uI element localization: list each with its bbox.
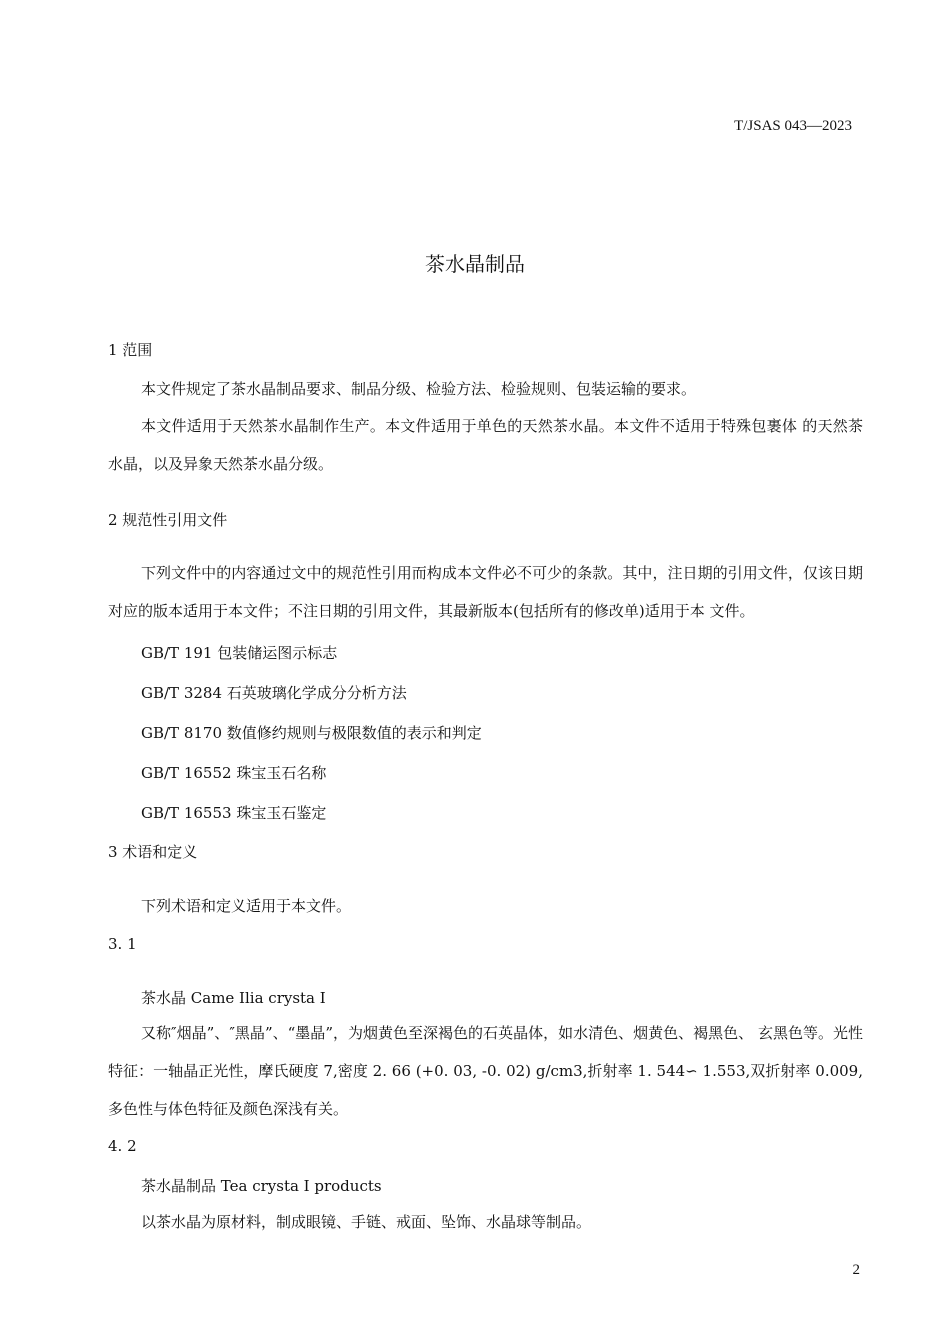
section-3-intro: 下列术语和定义适用于本文件。	[141, 897, 352, 915]
term-1-definition: 又称″烟晶”、″黑晶”、“墨晶”，为烟黄色至深褐色的石英晶体，如水清色、烟黄色、褐黑色、 玄黑色等。光性特征：一轴晶正光性，摩氏硬度 7,密度 2. 66 (+0. 03, -0. 02) g/cm3,折射率 1. 544∽ 1.553,双折射率 0.009,多色性与体色特征及颜色深浅有关。	[108, 1024, 863, 1118]
section-1-heading: 1 范围	[108, 341, 153, 359]
term-2-number: 4. 2	[108, 1137, 137, 1155]
reference-item: GB/T 8170 数值修约规则与极限数值的表示和判定	[141, 724, 482, 742]
section-1-paragraph-2: 本文件适用于天然茶水晶制作生产。本文件适用于单色的天然茶水晶。本文件不适用于特殊包裹体 的天然茶水晶，以及异象天然茶水晶分级。	[108, 417, 863, 473]
document-code: T/JSAS 043—2023	[734, 118, 852, 134]
section-3-heading: 3 术语和定义	[108, 843, 198, 861]
section-2-paragraph-1: 下列文件中的内容通过文中的规范性引用而构成本文件必不可少的条款。其中，注日期的引用文件，仅该日期对应的版本适用于本文件；不注日期的引用文件，其最新版本(包括所有的修改单)适用于本 文件。	[108, 564, 863, 620]
term-2-title: 茶水晶制品 Tea crysta I products	[141, 1177, 382, 1195]
page-number: 2	[852, 1262, 860, 1278]
term-2-definition: 以茶水晶为原材料，制成眼镜、手链、戒面、坠饰、水晶球等制品。	[141, 1213, 592, 1231]
document-title: 茶水晶制品	[425, 252, 525, 276]
reference-item: GB/T 16553 珠宝玉石鉴定	[141, 804, 327, 822]
term-1-number: 3. 1	[108, 935, 137, 953]
section-2-heading: 2 规范性引用文件	[108, 511, 228, 529]
reference-item: GB/T 3284 石英玻璃化学成分分析方法	[141, 684, 407, 702]
section-1-paragraph-1: 本文件规定了茶水晶制品要求、制品分级、检验方法、检验规则、包装运输的要求。	[141, 380, 697, 398]
reference-item: GB/T 16552 珠宝玉石名称	[141, 764, 327, 782]
term-1-title: 茶水晶 Came Ilia crysta I	[141, 989, 326, 1007]
reference-item: GB/T 191 包装储运图示标志	[141, 644, 338, 662]
